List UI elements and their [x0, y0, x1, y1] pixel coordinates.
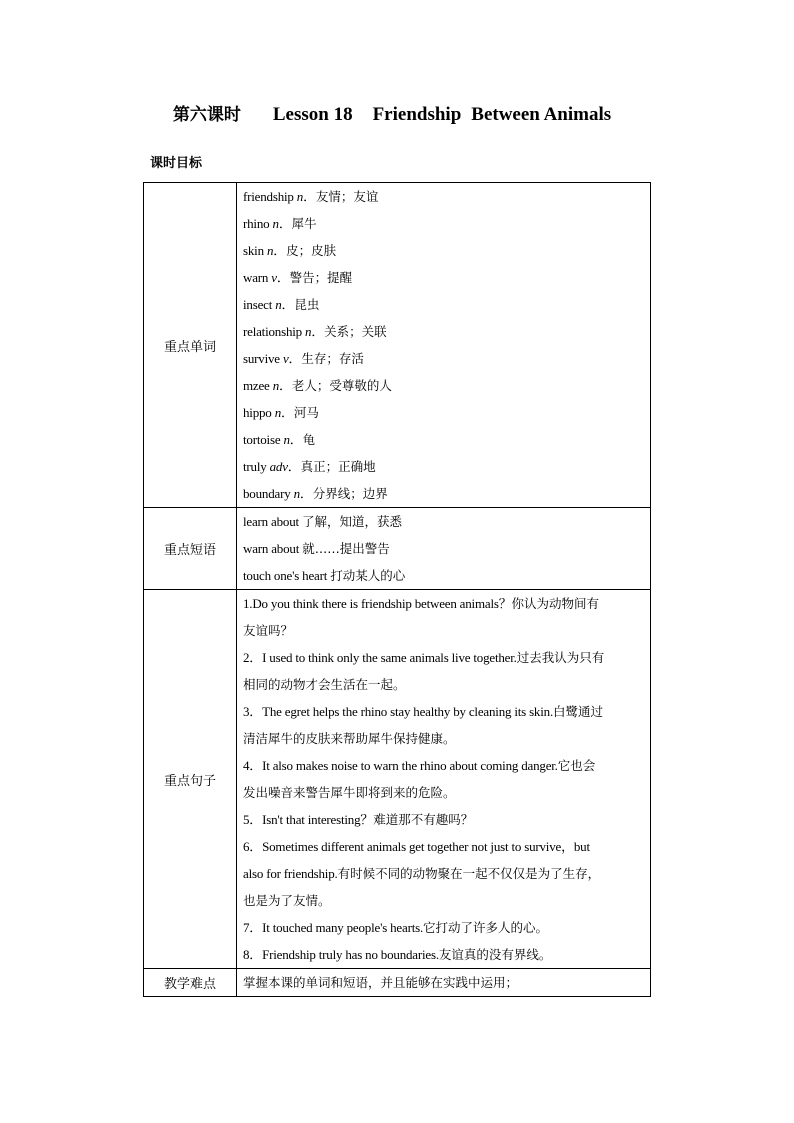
sentence-line: [243, 698, 644, 725]
sentence-en: 2．I used to think only the same animals live together.: [243, 650, 517, 665]
sentence-line: [243, 860, 644, 887]
lesson-title: [0, 100, 794, 126]
vocab-word: survive: [243, 351, 280, 366]
vocab-meaning: 警告；提醒: [289, 270, 353, 285]
row-label: 重点短语: [144, 508, 237, 590]
vocab-cell: [237, 183, 651, 508]
vocab-pos: v: [271, 270, 277, 285]
vocab-item: friendship n．友情；友谊: [243, 189, 379, 204]
title-word-2: Between Animals: [471, 104, 612, 125]
sentence-line: [243, 914, 644, 941]
sentence-line: [243, 806, 644, 833]
vocab-word: insect: [243, 297, 273, 312]
table-row-vocab: [144, 183, 651, 508]
table-row-sentences: [144, 590, 651, 969]
vocab-item: boundary n．分界线；边界: [243, 486, 388, 501]
vocab-item: tortoise n．龟: [243, 432, 316, 447]
vocab-meaning: 生存；存活: [301, 351, 364, 366]
vocab-item: warn v．警告；提醒: [243, 270, 353, 285]
vocab-word: boundary: [243, 486, 291, 501]
sentence-en: 8．Friendship truly has no boundaries.: [243, 947, 439, 962]
vocab-item: relationship n．关系；关联: [243, 324, 387, 339]
lesson-number: Lesson 18: [272, 104, 353, 125]
vocab-word: friendship: [243, 189, 294, 204]
sentence-en: 1.Do you think there is friendship between animals？: [243, 596, 512, 611]
sentence-zh: 你认为动物间有: [511, 596, 600, 611]
vocab-meaning: 老人；受尊敬的人: [291, 378, 392, 393]
phrase-item: [243, 535, 644, 562]
vocab-word: tortoise: [243, 432, 281, 447]
sentence-line: [243, 671, 644, 698]
vocab-meaning: 犀牛: [291, 216, 317, 231]
sentence-line: [243, 833, 644, 860]
vocab-item: truly adv．真正；正确地: [243, 459, 376, 474]
vocab-pos: n: [275, 297, 282, 312]
sentence-zh: 友谊真的没有界线。: [438, 947, 552, 962]
vocab-word: relationship: [243, 324, 302, 339]
lesson-period: 第六课时: [172, 105, 241, 125]
sentence-line: [243, 752, 644, 779]
phrase-item: [243, 508, 644, 535]
vocab-meaning: 皮；皮肤: [286, 243, 337, 258]
vocab-item: insect n．昆虫: [243, 297, 320, 312]
sentence-en: 5．Isn't that interesting？: [243, 812, 374, 827]
goals-table: [143, 182, 651, 997]
sentence-zh: 相同的动物才会生活在一起。: [243, 677, 406, 692]
vocab-word: mzee: [243, 378, 270, 393]
sentence-zh: 难道那不有趣吗？: [373, 812, 474, 827]
sentence-en: 7．It touched many people's hearts.: [243, 920, 424, 935]
title-word-1: Friendship: [372, 104, 462, 125]
vocab-pos: n: [266, 243, 274, 258]
sentence-line: [243, 779, 644, 806]
sentence-line: [243, 617, 644, 644]
sentence-en: also for friendship.: [243, 866, 338, 881]
vocab-word: skin: [243, 243, 264, 258]
section-heading: 课时目标: [150, 156, 203, 171]
vocab-meaning: 关系；关联: [324, 324, 387, 339]
vocab-item: skin n．皮；皮肤: [243, 243, 337, 258]
row-label: 重点单词: [144, 183, 237, 508]
sentence-en: 3．The egret helps the rhino stay healthy by cleaning its skin.: [243, 704, 553, 719]
vocab-item: rhino n．犀牛: [243, 216, 317, 231]
sentence-zh: 清洁犀牛的皮肤来帮助犀牛保持健康。: [243, 731, 456, 746]
vocab-meaning: 河马: [293, 405, 319, 420]
sentence-line: [243, 725, 644, 752]
vocab-pos: v: [282, 351, 289, 366]
vocab-word: hippo: [243, 405, 272, 420]
phrase-en: learn about: [243, 514, 299, 529]
vocab-pos: n: [272, 216, 279, 231]
vocab-meaning: 分界线；边界: [312, 486, 388, 501]
vocab-meaning: 友情；友谊: [315, 189, 379, 204]
vocab-pos: n: [272, 378, 279, 393]
phrase-en: touch one's heart: [243, 568, 328, 583]
phrase-zh: 就……提出警告: [302, 541, 390, 556]
phrase-item: [243, 562, 644, 589]
vocab-word: warn: [243, 270, 269, 285]
row-label: 重点句子: [144, 590, 237, 969]
sentence-line: [243, 887, 644, 914]
sentences-cell: [237, 590, 651, 969]
vocab-pos: n: [296, 189, 304, 204]
sentence-line: [243, 941, 644, 968]
vocab-pos: n: [293, 486, 300, 501]
sentence-zh: 也是为了友情。: [243, 893, 331, 908]
sentence-zh: 发出噪音来警告犀牛即将到来的危险。: [243, 785, 456, 800]
vocab-pos: n: [283, 432, 290, 447]
vocab-meaning: 真正；正确地: [300, 459, 376, 474]
phrase-zh: 了解，知道，获悉: [301, 514, 402, 529]
sentence-zh: 它打动了许多人的心。: [423, 920, 549, 935]
sentence-zh: 它也会: [557, 758, 596, 773]
vocab-pos: adv: [269, 459, 288, 474]
vocab-word: rhino: [243, 216, 270, 231]
sentence-zh: 白鹭通过: [553, 704, 604, 719]
sentence-zh: 有时候不同的动物聚在一起不仅仅是为了生存，: [337, 866, 601, 881]
phrase-en: warn about: [243, 541, 300, 556]
sentence-zh: 友谊吗？: [243, 623, 294, 638]
vocab-word: truly: [243, 459, 267, 474]
vocab-item: survive v．生存；存活: [243, 351, 364, 366]
row-label: 教学难点: [144, 969, 237, 997]
sentence-line: [243, 644, 644, 671]
difficulty-text: 掌握本课的单词和短语，并且能够在实践中运用；: [243, 975, 519, 990]
vocab-meaning: 龟: [302, 432, 316, 447]
vocab-pos: n: [274, 405, 281, 420]
sentence-zh: 过去我认为只有: [516, 650, 605, 665]
phrases-cell: [237, 508, 651, 590]
vocab-pos: n: [305, 324, 312, 339]
phrase-zh: 打动某人的心: [330, 568, 406, 583]
sentence-en: 4．It also makes noise to warn the rhino about coming danger.: [243, 758, 558, 773]
table-row-difficulty: [144, 969, 651, 997]
sentence-en: 6．Sometimes different animals get together not just to survive，but: [243, 839, 590, 854]
sentence-line: [243, 590, 644, 617]
table-row-phrases: [144, 508, 651, 590]
vocab-item: hippo n．河马: [243, 405, 319, 420]
vocab-item: mzee n．老人；受尊敬的人: [243, 378, 392, 393]
vocab-meaning: 昆虫: [294, 297, 320, 312]
